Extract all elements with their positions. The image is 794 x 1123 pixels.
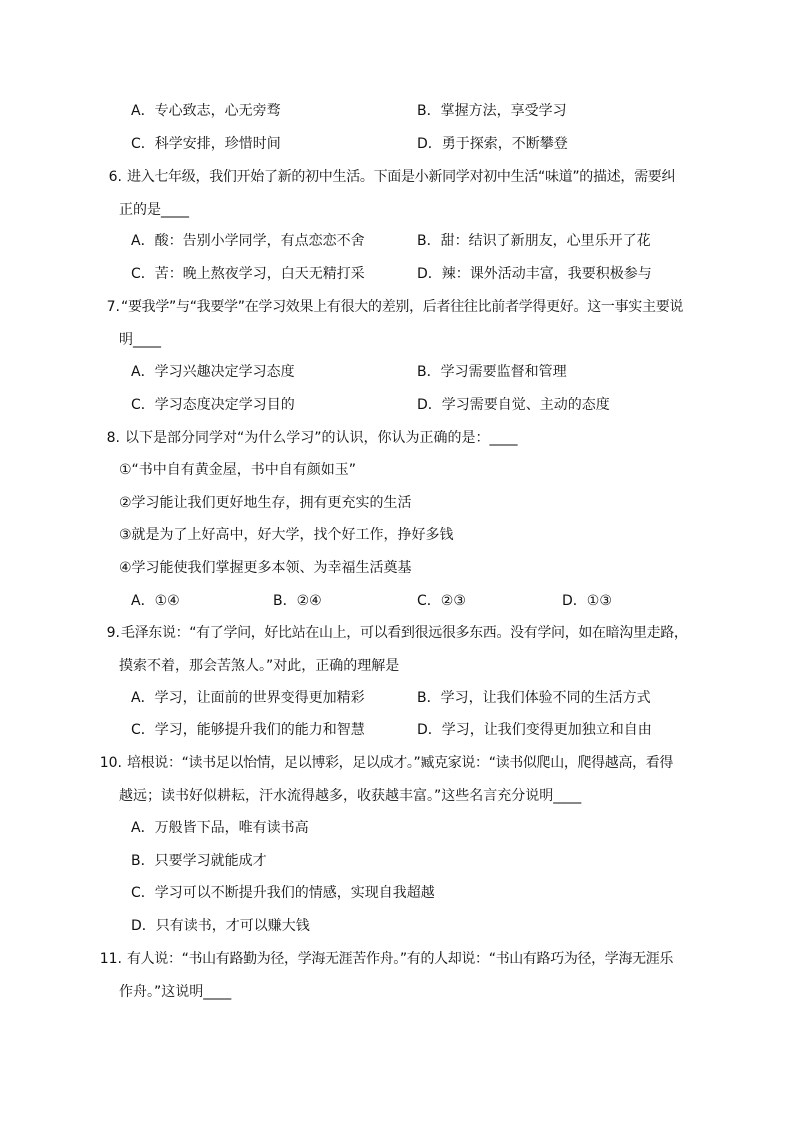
q7-stem-line-2: 明____ (119, 332, 161, 348)
q6-stem-line-2: 正的是____ (119, 202, 189, 218)
q6-stem-line-1: 进入七年级，我们开始了新的初中生活。下面是小新同学对初中生活“味道”的描述，需要纠 (127, 169, 676, 185)
q10-stem-line-2: 越远；读书好似耕耘，汗水流得越多，收获越丰富。”这些名言充分说明____ (119, 788, 582, 804)
q6-number: 6. (108, 169, 122, 185)
q9-option-c: C．学习，能够提升我们的能力和智慧 (131, 722, 365, 738)
q7-option-b: B．学习需要监督和管理 (417, 364, 567, 380)
q9-number: 9. (106, 625, 120, 641)
q5-option-c: C．科学安排，珍惜时间 (131, 136, 281, 152)
q7-option-c: C．学习态度决定学习目的 (131, 397, 295, 413)
q8-statement-4: ④学习能使我们掌握更多本领、为幸福生活奠基 (119, 560, 412, 576)
q11-number: 11. (99, 951, 122, 967)
q11-stem-line-2: 作舟。”这说明____ (119, 984, 232, 1000)
q5-option-b: B．掌握方法，享受学习 (417, 103, 567, 119)
q10-number: 10. (99, 755, 122, 771)
q8-stem-line-1: 以下是部分同学对“为什么学习”的认识，你认为正确的是：____ (125, 430, 518, 446)
q6-option-c: C．苦：晚上熬夜学习，白天无精打采 (131, 266, 365, 282)
q7-option-a: A．学习兴趣决定学习态度 (131, 364, 295, 380)
q8-number: 8. (106, 430, 120, 446)
q8-statement-1: ①“书中自有黄金屋，书中自有颜如玉” (119, 462, 357, 478)
q8-option-b: B．②④ (273, 593, 322, 609)
q8-option-d: D．①③ (562, 593, 612, 609)
q6-option-a: A．酸：告别小学同学，有点恋恋不舍 (131, 233, 365, 249)
q9-option-d: D．学习，让我们变得更加独立和自由 (417, 722, 652, 738)
q10-option-b: B．只要学习就能成才 (131, 853, 267, 869)
q11-stem-line-1: 有人说：“书山有路勤为径，学海无涯苦作舟。”有的人却说：“书山有路巧为径，学海无涯乐 (127, 951, 674, 967)
q8-option-a: A．①④ (131, 593, 180, 609)
q9-option-b: B．学习，让我们体验不同的生活方式 (417, 690, 651, 706)
q10-option-a: A．万般皆下品，唯有读书高 (131, 820, 309, 836)
q8-statement-2: ②学习能让我们更好地生存，拥有更充实的生活 (119, 495, 412, 511)
q9-option-a: A．学习，让面前的世界变得更加精彩 (131, 690, 365, 706)
q7-stem-line-1: “要我学”与“我要学”在学习效果上有很大的差别，后者往往比前者学得更好。这一事实主要说 (121, 299, 684, 315)
q5-option-a: A．专心致志，心无旁骛 (131, 103, 281, 119)
q8-statement-3: ③就是为了上好高中，好大学，找个好工作，挣好多钱 (119, 527, 454, 543)
q9-stem-line-1: 毛泽东说：“有了学问，好比站在山上，可以看到很远很多东西。没有学问，如在暗沟里走路， (121, 625, 688, 641)
q8-option-c: C．②③ (417, 593, 466, 609)
q6-option-b: B．甜：结识了新朋友，心里乐开了花 (417, 233, 651, 249)
q7-number: 7. (106, 299, 120, 315)
q10-option-d: D．只有读书，才可以赚大钱 (131, 918, 310, 934)
q10-stem-line-1: 培根说：“读书足以怡情，足以博彩，足以成才。”臧克家说：“读书似爬山，爬得越高，看得 (127, 755, 674, 771)
q7-option-d: D．学习需要自觉、主动的态度 (417, 397, 610, 413)
q9-stem-line-2: 摸索不着，那会苦煞人。”对此，正确的理解是 (119, 658, 400, 674)
q10-option-c: C．学习可以不断提升我们的情感，实现自我超越 (131, 885, 435, 901)
q5-option-d: D．勇于探索，不断攀登 (417, 136, 568, 152)
q6-option-d: D．辣：课外活动丰富，我要积极参与 (417, 266, 652, 282)
